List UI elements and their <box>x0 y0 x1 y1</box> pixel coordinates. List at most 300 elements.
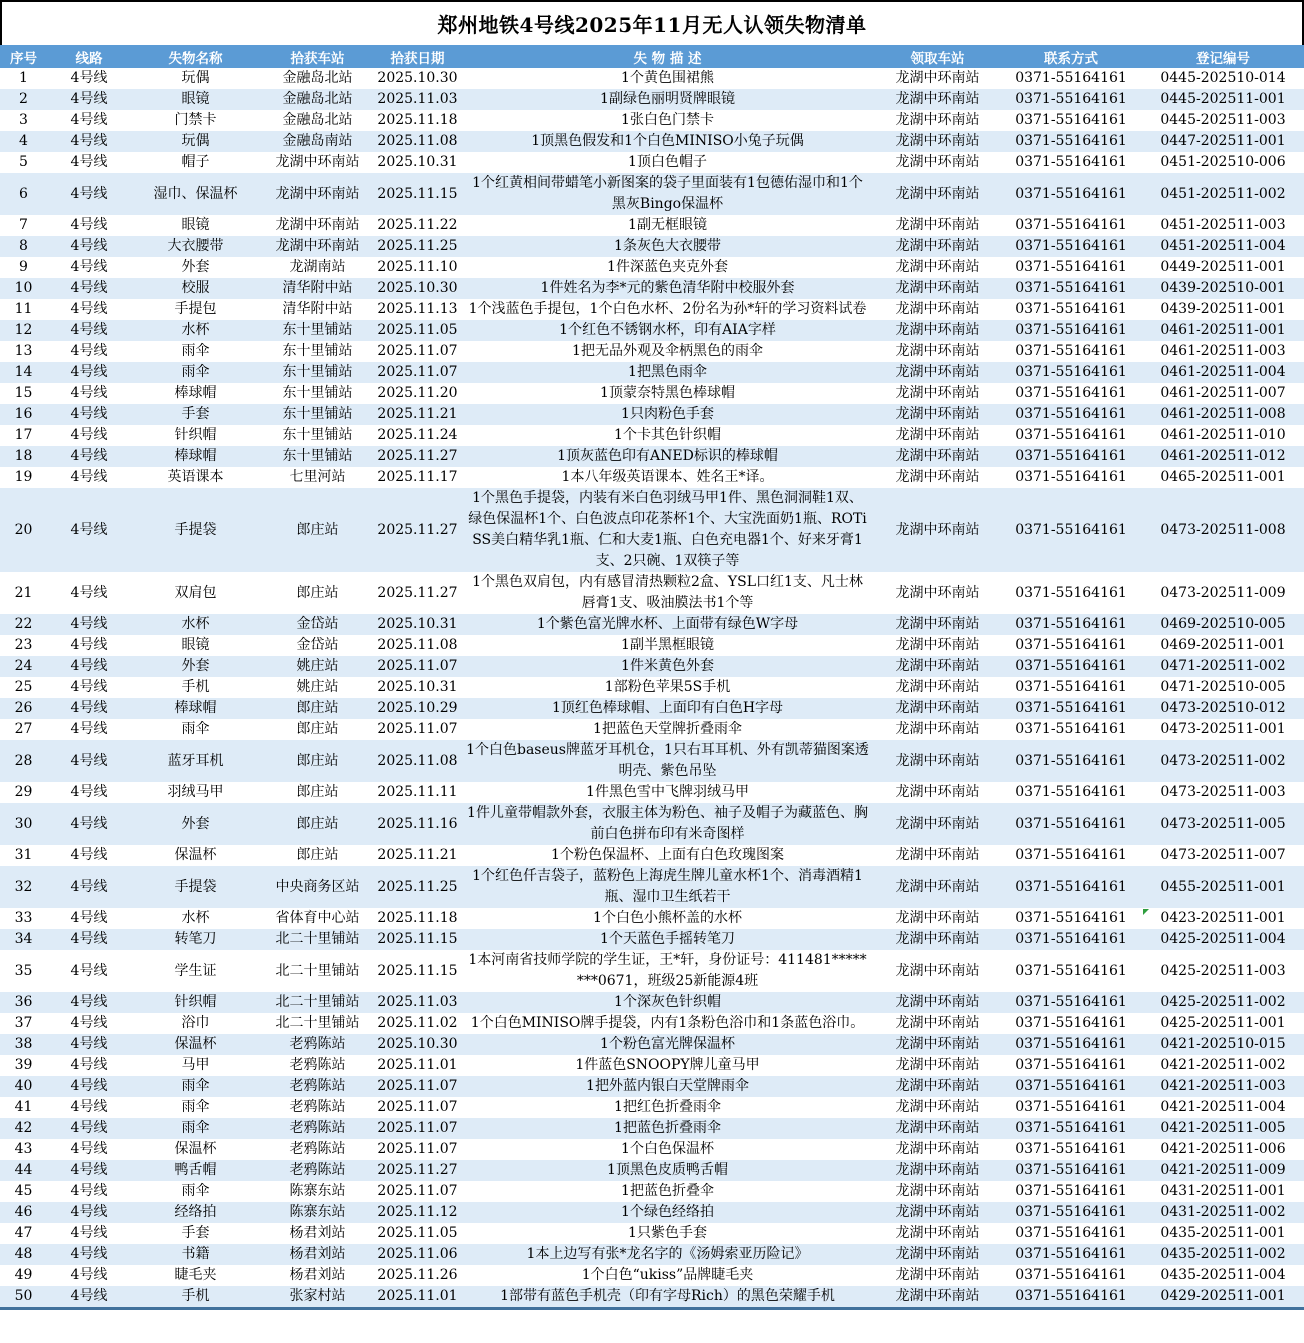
cell-found-station: 老鸦陈站 <box>289 1057 346 1073</box>
cell-registration-number: 0461-202511-010 <box>1160 427 1286 443</box>
cell-found-station: 北二十里铺站 <box>275 962 360 979</box>
cell-contact-phone: 0371-55164161 <box>1015 878 1127 895</box>
cell-registration-number: 0421-202511-009 <box>1160 1162 1286 1178</box>
cell-registration-number: 0473-202511-002 <box>1160 752 1286 769</box>
cell-registration-number: 0469-202510-005 <box>1160 616 1286 632</box>
cell-item-name: 浴巾 <box>181 1015 210 1031</box>
cell-contact-phone: 0371-55164161 <box>1015 406 1127 422</box>
cell-serial-number: 35 <box>14 962 33 979</box>
cell-item-description: 1把黑色雨伞 <box>628 364 707 380</box>
cell-contact-phone: 0371-55164161 <box>1015 1036 1127 1052</box>
column-header-pickup_station: 领取车站 <box>875 45 1000 68</box>
cell-pickup-station: 龙湖中环南站 <box>895 616 980 632</box>
cell-found-date: 2025.11.10 <box>377 259 458 275</box>
cell-item-description: 1本上边写有张*龙名字的《汤姆索亚历险记》 <box>526 1246 809 1262</box>
cell-item-name: 经络拍 <box>174 1204 217 1220</box>
cell-contact-phone: 0371-55164161 <box>1015 521 1127 538</box>
cell-found-station: 中央商务区站 <box>275 878 360 895</box>
cell-line: 4号线 <box>70 1120 108 1136</box>
cell-registration-number: 0473-202511-007 <box>1160 847 1286 863</box>
cell-line: 4号线 <box>70 1036 108 1052</box>
cell-corner-marker-icon <box>1143 909 1149 915</box>
cell-found-date: 2025.11.07 <box>377 364 458 380</box>
cell-found-station: 金融岛南站 <box>282 133 353 149</box>
cell-serial-number: 19 <box>14 469 33 485</box>
cell-item-name: 双肩包 <box>174 584 217 601</box>
cell-contact-phone: 0371-55164161 <box>1015 1225 1127 1241</box>
cell-item-description: 1只肉粉色手套 <box>621 406 714 422</box>
cell-item-name: 眼镜 <box>181 637 210 653</box>
cell-found-station: 金融岛北站 <box>282 91 353 107</box>
cell-item-description: 1把蓝色折叠伞 <box>621 1183 714 1199</box>
cell-item-description: 1副无框眼镜 <box>628 217 707 233</box>
cell-serial-number: 23 <box>14 637 33 653</box>
cell-serial-number: 41 <box>14 1099 33 1115</box>
cell-pickup-station: 龙湖中环南站 <box>895 1267 980 1283</box>
cell-found-station: 东十里铺站 <box>282 406 353 422</box>
cell-item-name: 雨伞 <box>181 343 210 359</box>
cell-item-name: 雨伞 <box>181 1120 210 1136</box>
cell-found-date: 2025.11.18 <box>377 112 458 128</box>
cell-pickup-station: 龙湖中环南站 <box>895 1183 980 1199</box>
cell-found-date: 2025.11.25 <box>377 238 458 254</box>
cell-line: 4号线 <box>70 133 108 149</box>
cell-item-name: 英语课本 <box>167 469 224 485</box>
cell-registration-number: 0473-202511-005 <box>1160 815 1286 832</box>
cell-item-name: 手提袋 <box>174 521 217 538</box>
cell-pickup-station: 龙湖中环南站 <box>895 259 980 275</box>
cell-registration-number: 0473-202511-008 <box>1160 521 1286 538</box>
cell-line: 4号线 <box>70 385 108 401</box>
cell-line: 4号线 <box>70 469 108 485</box>
cell-found-date: 2025.11.03 <box>377 91 458 107</box>
cell-pickup-station: 龙湖中环南站 <box>895 1078 980 1094</box>
cell-item-name: 玩偶 <box>181 70 210 86</box>
cell-found-date: 2025.11.01 <box>377 1057 458 1073</box>
table-row <box>0 278 1304 299</box>
cell-found-station: 东十里铺站 <box>282 385 353 401</box>
cell-line: 4号线 <box>70 994 108 1010</box>
cell-found-date: 2025.11.07 <box>377 1120 458 1136</box>
cell-contact-phone: 0371-55164161 <box>1015 238 1127 254</box>
cell-item-name: 羽绒马甲 <box>167 784 224 800</box>
cell-registration-number: 0421-202510-015 <box>1160 1036 1286 1052</box>
cell-serial-number: 26 <box>14 700 33 716</box>
cell-pickup-station: 龙湖中环南站 <box>895 679 980 695</box>
cell-item-name: 大衣腰带 <box>167 238 224 254</box>
cell-item-name: 雨伞 <box>181 1099 210 1115</box>
cell-pickup-station: 龙湖中环南站 <box>895 815 980 832</box>
cell-registration-number: 0429-202511-001 <box>1160 1288 1286 1304</box>
cell-item-description: 1顶蒙奈特黑色棒球帽 <box>600 385 735 401</box>
cell-item-description: 1个黄色围裙熊 <box>621 70 714 86</box>
cell-registration-number: 0431-202511-002 <box>1160 1204 1286 1220</box>
cell-item-name: 玩偶 <box>181 133 210 149</box>
cell-item-description: 1副绿色丽明贤牌眼镜 <box>600 91 735 107</box>
cell-line: 4号线 <box>70 679 108 695</box>
cell-found-date: 2025.11.07 <box>377 658 458 674</box>
cell-found-station: 郎庄站 <box>296 584 339 601</box>
cell-line: 4号线 <box>70 364 108 380</box>
cell-pickup-station: 龙湖中环南站 <box>895 469 980 485</box>
cell-pickup-station: 龙湖中环南站 <box>895 301 980 317</box>
cell-item-description: 1个白色“ukiss”品牌睫毛夹 <box>581 1267 754 1283</box>
cell-pickup-station: 龙湖中环南站 <box>895 878 980 895</box>
table-row <box>0 131 1304 152</box>
header-row <box>0 45 1304 68</box>
cell-serial-number: 31 <box>14 847 33 863</box>
cell-line: 4号线 <box>70 910 108 926</box>
table-row <box>0 1076 1304 1097</box>
cell-registration-number: 0465-202511-001 <box>1160 469 1286 485</box>
cell-serial-number: 10 <box>14 280 33 296</box>
cell-contact-phone: 0371-55164161 <box>1015 752 1127 769</box>
cell-item-name: 睫毛夹 <box>174 1267 217 1283</box>
table-row <box>0 299 1304 320</box>
cell-found-station: 龙湖中环南站 <box>275 185 360 202</box>
cell-found-station: 金岱站 <box>296 616 339 632</box>
cell-registration-number: 0451-202511-002 <box>1160 185 1286 202</box>
table-row <box>0 215 1304 236</box>
cell-serial-number: 3 <box>19 112 28 128</box>
cell-line: 4号线 <box>70 1183 108 1199</box>
cell-registration-number: 0469-202511-001 <box>1160 637 1286 653</box>
cell-found-date: 2025.11.08 <box>377 637 458 653</box>
cell-registration-number: 0421-202511-004 <box>1160 1099 1286 1115</box>
cell-item-description: 1个卡其色针织帽 <box>614 427 721 443</box>
cell-found-station: 老鸦陈站 <box>289 1120 346 1136</box>
cell-found-date: 2025.11.01 <box>377 1288 458 1304</box>
cell-line: 4号线 <box>70 280 108 296</box>
cell-item-name: 外套 <box>181 259 210 275</box>
cell-found-date: 2025.10.29 <box>377 700 458 716</box>
cell-pickup-station: 龙湖中环南站 <box>895 910 980 926</box>
cell-registration-number: 0461-202511-004 <box>1160 364 1286 380</box>
cell-contact-phone: 0371-55164161 <box>1015 1183 1127 1199</box>
cell-pickup-station: 龙湖中环南站 <box>895 637 980 653</box>
cell-line: 4号线 <box>70 1204 108 1220</box>
cell-registration-number: 0451-202510-006 <box>1160 154 1286 170</box>
cell-item-name: 手机 <box>181 1288 210 1304</box>
cell-found-date: 2025.11.11 <box>377 784 458 800</box>
cell-item-name: 手套 <box>181 406 210 422</box>
cell-registration-number: 0425-202511-004 <box>1160 931 1286 947</box>
cell-line: 4号线 <box>70 91 108 107</box>
cell-item-description: 1顶红色棒球帽、上面印有白色H字母 <box>551 700 784 716</box>
cell-contact-phone: 0371-55164161 <box>1015 910 1127 926</box>
cell-contact-phone: 0371-55164161 <box>1015 815 1127 832</box>
cell-contact-phone: 0371-55164161 <box>1015 280 1127 296</box>
cell-item-description: 1个白色MINISO牌手提袋，内有1条粉色浴巾和1条蓝色浴巾。 <box>470 1015 865 1031</box>
cell-found-date: 2025.11.07 <box>377 1183 458 1199</box>
cell-contact-phone: 0371-55164161 <box>1015 994 1127 1010</box>
table-row <box>0 782 1304 803</box>
lost-items-table <box>0 45 1304 1307</box>
cell-item-name: 针织帽 <box>174 427 217 443</box>
cell-found-station: 老鸦陈站 <box>289 1162 346 1178</box>
cell-found-date: 2025.10.31 <box>377 154 458 170</box>
cell-contact-phone: 0371-55164161 <box>1015 1288 1127 1304</box>
cell-registration-number: 0473-202511-009 <box>1160 584 1286 601</box>
cell-pickup-station: 龙湖中环南站 <box>895 427 980 443</box>
cell-contact-phone: 0371-55164161 <box>1015 469 1127 485</box>
cell-item-name: 马甲 <box>181 1057 210 1073</box>
cell-item-name: 水杯 <box>181 322 210 338</box>
column-header-line: 线路 <box>47 45 131 68</box>
cell-found-station: 郎庄站 <box>296 752 339 769</box>
cell-line: 4号线 <box>70 521 108 538</box>
table-row <box>0 614 1304 635</box>
cell-item-description: 1本八年级英语课本、姓名王*译。 <box>561 469 774 485</box>
cell-registration-number: 0447-202511-001 <box>1160 133 1286 149</box>
cell-item-name: 帽子 <box>181 154 210 170</box>
cell-found-date: 2025.11.13 <box>377 301 458 317</box>
cell-line: 4号线 <box>70 448 108 464</box>
cell-found-station: 金岱站 <box>296 637 339 653</box>
cell-serial-number: 43 <box>14 1141 33 1157</box>
cell-serial-number: 30 <box>14 815 33 832</box>
cell-item-name: 保温杯 <box>174 847 217 863</box>
table-row <box>0 257 1304 278</box>
cell-found-station: 老鸦陈站 <box>289 1036 346 1052</box>
cell-pickup-station: 龙湖中环南站 <box>895 700 980 716</box>
cell-found-date: 2025.11.20 <box>377 385 458 401</box>
table-row <box>0 467 1304 488</box>
cell-registration-number: 0425-202511-003 <box>1160 962 1286 979</box>
cell-found-station: 郎庄站 <box>296 847 339 863</box>
cell-serial-number: 45 <box>14 1183 33 1199</box>
cell-found-station: 北二十里铺站 <box>275 994 360 1010</box>
table-row <box>0 488 1304 572</box>
cell-found-date: 2025.11.08 <box>377 752 458 769</box>
table-row <box>0 845 1304 866</box>
cell-contact-phone: 0371-55164161 <box>1015 343 1127 359</box>
cell-serial-number: 46 <box>14 1204 33 1220</box>
cell-registration-number: 0461-202511-012 <box>1160 448 1286 464</box>
cell-line: 4号线 <box>70 962 108 979</box>
cell-item-description: 1个白色小熊杯盖的水杯 <box>593 910 742 926</box>
cell-contact-phone: 0371-55164161 <box>1015 637 1127 653</box>
table-row <box>0 1118 1304 1139</box>
cell-serial-number: 22 <box>14 616 33 632</box>
table-row <box>0 950 1304 992</box>
cell-item-name: 转笔刀 <box>174 931 217 947</box>
table-row <box>0 1202 1304 1223</box>
cell-serial-number: 18 <box>14 448 33 464</box>
cell-found-date: 2025.11.22 <box>377 217 458 233</box>
cell-item-name: 眼镜 <box>181 91 210 107</box>
cell-line: 4号线 <box>70 427 108 443</box>
cell-item-description: 1顶黑色假发和1个白色MINISO小兔子玩偶 <box>531 133 804 149</box>
table-row <box>0 866 1304 908</box>
cell-pickup-station: 龙湖中环南站 <box>895 521 980 538</box>
table-row <box>0 1139 1304 1160</box>
table-row <box>0 1097 1304 1118</box>
cell-serial-number: 5 <box>19 154 28 170</box>
cell-item-name: 棒球帽 <box>174 700 217 716</box>
cell-found-station: 郎庄站 <box>296 784 339 800</box>
cell-pickup-station: 龙湖中环南站 <box>895 1204 980 1220</box>
cell-serial-number: 1 <box>19 70 28 86</box>
cell-pickup-station: 龙湖中环南站 <box>895 364 980 380</box>
cell-item-description: 1件儿童带帽款外套，衣服主体为粉色、袖子及帽子为藏蓝色、胸前白色拼布印有米奇图样 <box>467 805 868 842</box>
cell-found-station: 陈寨东站 <box>289 1204 346 1220</box>
cell-registration-number: 0461-202511-003 <box>1160 343 1286 359</box>
cell-found-station: 姚庄站 <box>296 658 339 674</box>
page-title: 郑州地铁4号线2025年11月无人认领失物清单 <box>0 0 1304 45</box>
cell-line: 4号线 <box>70 217 108 233</box>
cell-item-description: 1个红黄相间带蜡笔小新图案的袋子里面装有1包德佑湿巾和1个黑灰Bingo保温杯 <box>472 175 863 212</box>
cell-contact-phone: 0371-55164161 <box>1015 700 1127 716</box>
table-row <box>0 719 1304 740</box>
table-row <box>0 89 1304 110</box>
table-row <box>0 1265 1304 1286</box>
cell-serial-number: 33 <box>14 910 33 926</box>
cell-contact-phone: 0371-55164161 <box>1015 784 1127 800</box>
cell-line: 4号线 <box>70 637 108 653</box>
cell-found-date: 2025.11.27 <box>377 521 458 538</box>
table-row <box>0 1286 1304 1307</box>
cell-registration-number: 0473-202511-003 <box>1160 784 1286 800</box>
cell-found-date: 2025.11.21 <box>377 847 458 863</box>
table-row <box>0 320 1304 341</box>
table-row <box>0 341 1304 362</box>
cell-item-description: 1件黑色雪中飞牌羽绒马甲 <box>586 784 749 800</box>
cell-registration-number: 0439-202511-001 <box>1160 301 1286 317</box>
cell-item-name: 校服 <box>181 280 210 296</box>
cell-line: 4号线 <box>70 1267 108 1283</box>
cell-contact-phone: 0371-55164161 <box>1015 259 1127 275</box>
cell-pickup-station: 龙湖中环南站 <box>895 962 980 979</box>
column-header-item: 失物名称 <box>131 45 260 68</box>
cell-line: 4号线 <box>70 815 108 832</box>
cell-item-description: 1个粉色富光牌保温杯 <box>600 1036 735 1052</box>
cell-serial-number: 36 <box>14 994 33 1010</box>
cell-contact-phone: 0371-55164161 <box>1015 931 1127 947</box>
cell-registration-number: 0473-202510-012 <box>1160 700 1286 716</box>
cell-pickup-station: 龙湖中环南站 <box>895 322 980 338</box>
cell-line: 4号线 <box>70 343 108 359</box>
cell-pickup-station: 龙湖中环南站 <box>895 217 980 233</box>
cell-found-station: 东十里铺站 <box>282 343 353 359</box>
cell-pickup-station: 龙湖中环南站 <box>895 1162 980 1178</box>
cell-pickup-station: 龙湖中环南站 <box>895 584 980 601</box>
cell-found-station: 金融岛北站 <box>282 112 353 128</box>
table-row <box>0 236 1304 257</box>
cell-contact-phone: 0371-55164161 <box>1015 217 1127 233</box>
cell-found-station: 东十里铺站 <box>282 364 353 380</box>
cell-line: 4号线 <box>70 1225 108 1241</box>
cell-line: 4号线 <box>70 322 108 338</box>
cell-line: 4号线 <box>70 1078 108 1094</box>
cell-found-date: 2025.11.27 <box>377 448 458 464</box>
cell-item-name: 雨伞 <box>181 1183 210 1199</box>
table-row <box>0 677 1304 698</box>
cell-pickup-station: 龙湖中环南站 <box>895 1015 980 1031</box>
cell-found-date: 2025.10.30 <box>377 70 458 86</box>
cell-registration-number: 0451-202511-003 <box>1160 217 1286 233</box>
cell-registration-number: 0421-202511-006 <box>1160 1141 1286 1157</box>
cell-pickup-station: 龙湖中环南站 <box>895 238 980 254</box>
cell-item-name: 手机 <box>181 679 210 695</box>
cell-registration-number: 0423-202511-001 <box>1142 908 1304 929</box>
cell-found-station: 七里河站 <box>289 469 346 485</box>
cell-found-date: 2025.11.26 <box>377 1267 458 1283</box>
cell-serial-number: 9 <box>19 259 28 275</box>
cell-serial-number: 48 <box>14 1246 33 1262</box>
cell-found-station: 龙湖中环南站 <box>275 238 360 254</box>
cell-line: 4号线 <box>70 658 108 674</box>
cell-pickup-station: 龙湖中环南站 <box>895 91 980 107</box>
table-row <box>0 908 1304 929</box>
cell-contact-phone: 0371-55164161 <box>1015 847 1127 863</box>
cell-contact-phone: 0371-55164161 <box>1015 91 1127 107</box>
cell-found-date: 2025.11.21 <box>377 406 458 422</box>
cell-item-description: 1个深灰色针织帽 <box>614 994 721 1010</box>
cell-found-date: 2025.11.27 <box>377 1162 458 1178</box>
cell-pickup-station: 龙湖中环南站 <box>895 1288 980 1304</box>
cell-line: 4号线 <box>70 721 108 737</box>
cell-item-description: 1张白色门禁卡 <box>621 112 714 128</box>
cell-found-station: 北二十里铺站 <box>275 1015 360 1031</box>
cell-serial-number: 25 <box>14 679 33 695</box>
table-row <box>0 68 1304 89</box>
cell-found-date: 2025.11.27 <box>377 584 458 601</box>
cell-serial-number: 15 <box>14 385 33 401</box>
cell-line: 4号线 <box>70 847 108 863</box>
table-row <box>0 635 1304 656</box>
cell-contact-phone: 0371-55164161 <box>1015 427 1127 443</box>
cell-contact-phone: 0371-55164161 <box>1015 1120 1127 1136</box>
cell-found-date: 2025.11.05 <box>377 322 458 338</box>
column-header-no: 序号 <box>0 45 47 68</box>
cell-item-name: 眼镜 <box>181 217 210 233</box>
cell-item-name: 手提包 <box>174 301 217 317</box>
cell-pickup-station: 龙湖中环南站 <box>895 658 980 674</box>
cell-line: 4号线 <box>70 784 108 800</box>
cell-registration-number: 0421-202511-002 <box>1160 1057 1286 1073</box>
cell-found-station: 张家村站 <box>289 1288 346 1304</box>
cell-contact-phone: 0371-55164161 <box>1015 448 1127 464</box>
cell-registration-number: 0435-202511-004 <box>1160 1267 1286 1283</box>
cell-registration-number: 0455-202511-001 <box>1160 878 1286 895</box>
cell-registration-number: 0421-202511-003 <box>1160 1078 1286 1094</box>
cell-registration-number: 0473-202511-001 <box>1160 721 1286 737</box>
cell-contact-phone: 0371-55164161 <box>1015 584 1127 601</box>
cell-serial-number: 50 <box>14 1288 33 1304</box>
cell-serial-number: 38 <box>14 1036 33 1052</box>
cell-contact-phone: 0371-55164161 <box>1015 1246 1127 1262</box>
cell-found-date: 2025.11.05 <box>377 1225 458 1241</box>
cell-item-description: 1件深蓝色夹克外套 <box>607 259 728 275</box>
table-row <box>0 572 1304 614</box>
cell-item-description: 1个黑色手提袋，内装有米白色羽绒马甲1件、黑色洞洞鞋1双、绿色保温杯1个、白色波点印花茶杯1个、大宝洗面奶1瓶、ROTiSS美白精华乳1瓶、仁和大麦1瓶、白色充电器1个、好来牙膏1支、2只碗、1双筷子等 <box>468 490 867 569</box>
cell-found-station: 北二十里铺站 <box>275 931 360 947</box>
table-row <box>0 698 1304 719</box>
cell-line: 4号线 <box>70 185 108 202</box>
cell-item-description: 1个红色仟吉袋子，蓝粉色上海虎生牌儿童水杯1个、消毒酒精1瓶、湿巾卫生纸若干 <box>472 868 863 905</box>
cell-found-station: 东十里铺站 <box>282 427 353 443</box>
cell-item-description: 1个黑色双肩包，内有感冒清热颗粒2盒、YSL口红1支、凡士林唇膏1支、吸油膜法书1个等 <box>472 574 863 611</box>
table-row <box>0 803 1304 845</box>
cell-item-description: 1把蓝色天堂牌折叠雨伞 <box>593 721 742 737</box>
cell-line: 4号线 <box>70 1015 108 1031</box>
cell-item-description: 1个红色不锈钢水杯，印有AIA字样 <box>559 322 776 338</box>
cell-found-station: 龙湖南站 <box>289 259 346 275</box>
cell-registration-number: 0421-202511-005 <box>1160 1120 1286 1136</box>
cell-registration-number: 0461-202511-008 <box>1160 406 1286 422</box>
cell-pickup-station: 龙湖中环南站 <box>895 112 980 128</box>
